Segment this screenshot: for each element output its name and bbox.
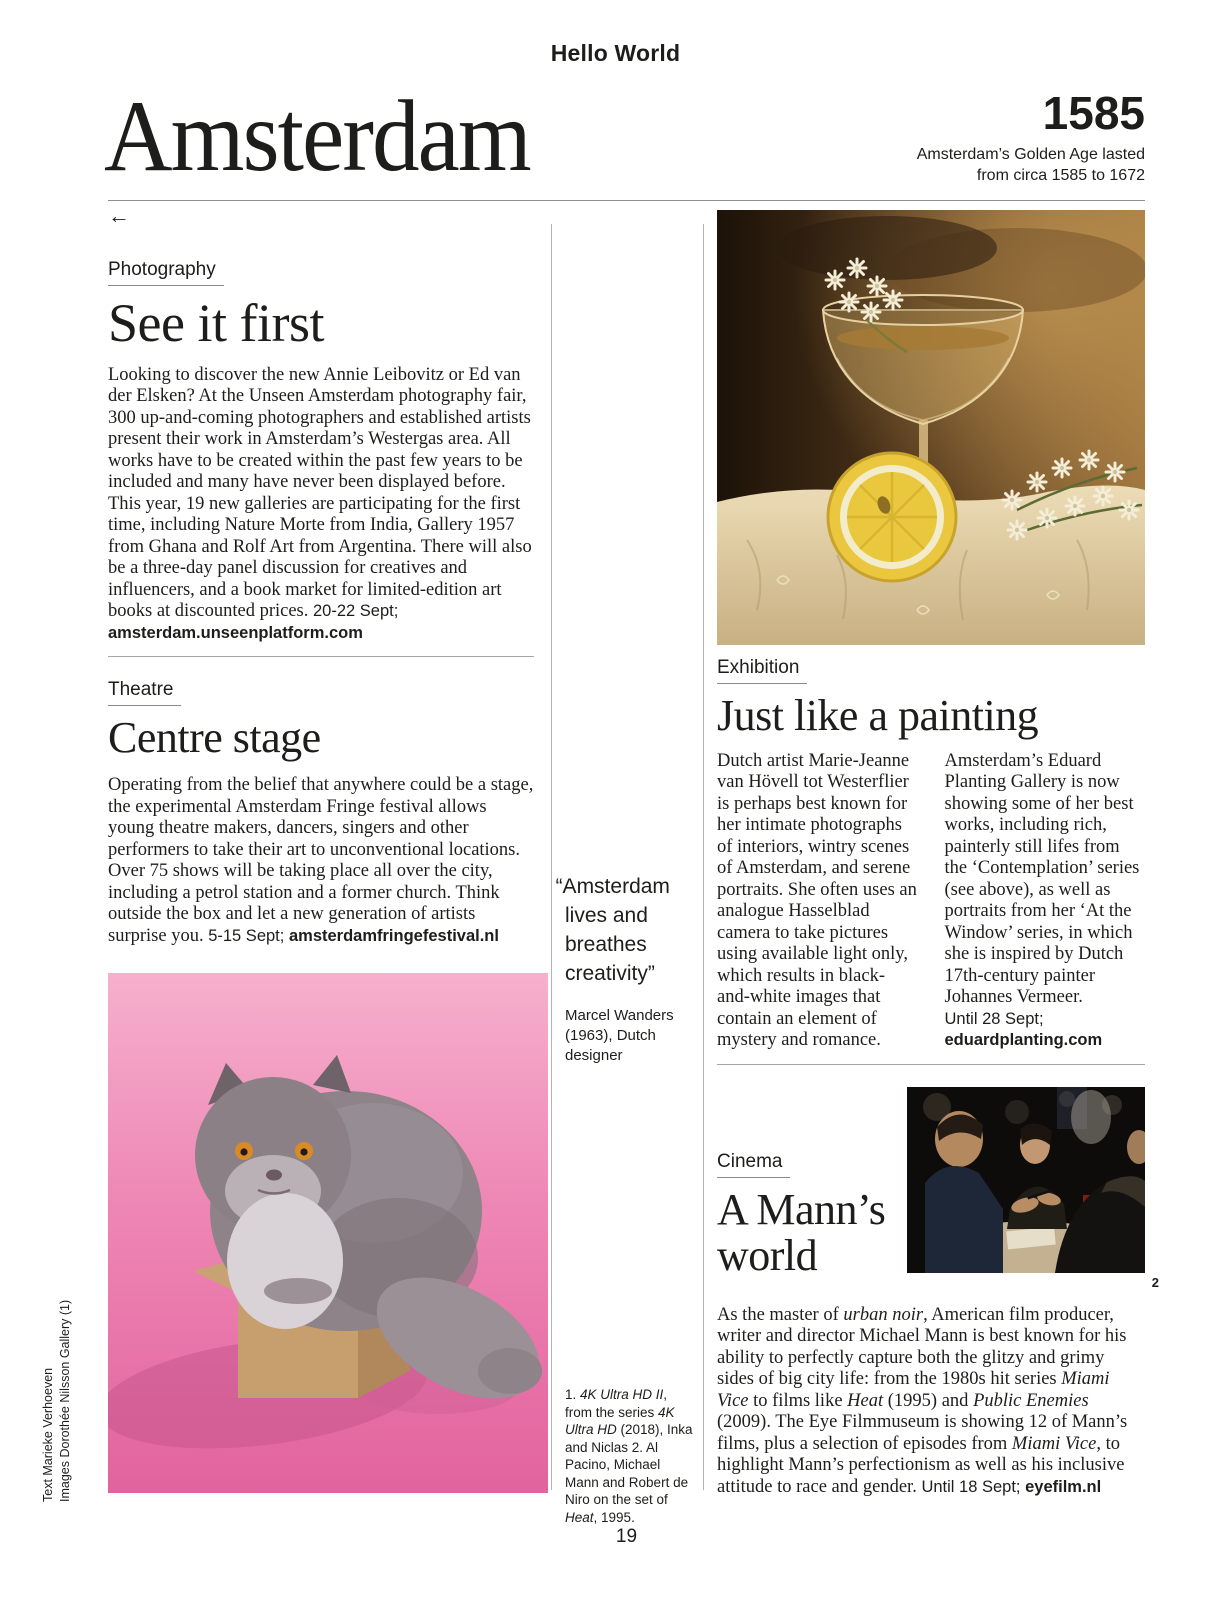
theatre-date: 5-15 Sept; [208,926,285,945]
still-life-photo [717,210,1145,645]
column-divider-left [551,224,552,1490]
back-arrow-icon[interactable]: ← [108,203,130,228]
section-label-photography: Photography [108,259,224,286]
photography-url[interactable]: amsterdam.unseenplatform.com [108,623,363,642]
film-still-photo-number: 2 [1151,1274,1159,1290]
credits [40,1300,74,1502]
page-number: 19 [615,1526,638,1547]
heat-film-still-photo [907,1087,1145,1273]
fact-box [916,87,1145,186]
credit-text: Text Marieke Verhoeven [41,1367,55,1502]
exhibition-columns [717,751,1145,1052]
left-column [108,205,534,1493]
cinema-headline: A Mann’s world [717,1184,886,1280]
section-label-cinema: Cinema [717,1151,790,1178]
section-label-theatre: Theatre [108,679,181,706]
section-exhibition [717,657,1145,1052]
photography-headline: See it first [108,292,324,353]
cat-in-box-photo [108,973,548,1493]
left-column-rule [108,656,534,657]
film-still-photo-wrap [907,1087,1145,1273]
fact-number: 1585 [1042,87,1145,139]
section-cinema [717,1065,1159,1498]
theatre-url[interactable]: amsterdamfringefestival.nl [288,926,499,945]
exhibition-body-col1: Dutch artist Marie-Jeanne van Hövell tot Westerflier is perhaps best known for her intimate photographs of interiors, wintry scenes of Amsterdam, and serene portraits. She often uses an analogue Hasselblad camera to take pictures using available light only, which results in black- and-white images that contain an element of mystery and romance. [717,750,917,1051]
exhibition-body-col2: Amsterdam’s Eduard Planting Gallery is now showing some of her best works, including rich, painterly still lifes from the ‘Contemplation’ series (see above), as well as portraits from her ‘At the Window’ series, in which she is inspired by Dutch 17th-century painter Johannes Vermeer. Until 28 Sept; eduardplanting.com [945,751,1146,1052]
pull-quote-block [555,872,693,1066]
right-column [717,210,1159,1498]
exhibition-url[interactable]: eduardplanting.com [944,1031,1103,1050]
photography-date: 20-22 Sept; [313,602,399,621]
column-divider-right [703,224,704,1490]
pull-quote: “Amsterdam lives and breathes creativity” [555,875,670,985]
exhibition-headline: Just like a painting [717,690,1039,740]
magazine-kicker: Hello World [550,40,681,66]
section-label-exhibition: Exhibition [717,657,807,684]
section-theatre [108,679,534,947]
theatre-headline: Centre stage [108,713,321,763]
header-rule [108,200,1145,201]
credit-images: Images Dorothée Nilsson Gallery (1) [58,1299,72,1502]
image-captions: 1. 4K Ultra HD II, from the series 4K Ultra HD (2018), Inka and Niclas 2. Al Pacino, Michael Mann and Robert de Niro on the set of Heat, 1995. [565,1387,693,1525]
photography-body: Looking to discover the new Annie Leibovitz or Ed van der Elsken? At the Unseen Amsterdam photography fair, 300 up-and-coming photographers and established artists present their work in Amsterdam’s Westergas area. All works have to be created within the past few years to be included and many have never been displayed before. This year, 19 new galleries are participating for the first time, including Nature Morte from India, Gallery 1957 from Ghana and Rolf Art from Argentina. There will also be a three-day panel discussion for creatives and influencers, and a book market for limited-edition art books at discounted prices. 20-22 Sept; amsterdam.unseenplatform.com [108,364,532,642]
section-photography [108,259,534,644]
page-title: Amsterdam [104,80,530,193]
cinema-body: As the master of urban noir, American film producer, writer and director Michael Mann is best known for his ability to perfectly capture both the glitzy and grimy sides of big city life: from the 1980s hit series Miami Vice to films like Heat (1995) and Public Enemies (2009). The Eye Filmmuseum is showing 12 of Mann’s films, plus a selection of episodes from Miami Vice, to highlight Mann’s perfectionism as well as his inclusive attitude to race and gender. Until 18 Sept; eyefilm.nl [717,1304,1128,1497]
pull-quote-attribution: Marcel Wanders (1963), Dutch designer [565,1007,674,1064]
fact-caption: Amsterdam’s Golden Age lasted from circa 1585 to 1672 [916,146,1145,184]
theatre-body: Operating from the belief that anywhere could be a stage, the experimental Amsterdam Fringe festival allows young theatre makers, dancers, singers and other performers to take their art to unconventional locations. Over 75 shows will be taking place all over the city, including a petrol station and a former church. Think outside the box and let a new generation of artists surprise you. 5-15 Sept; amsterdamfringefestival.nl [108,775,534,946]
exhibition-date: Until 28 Sept; [944,1009,1044,1028]
